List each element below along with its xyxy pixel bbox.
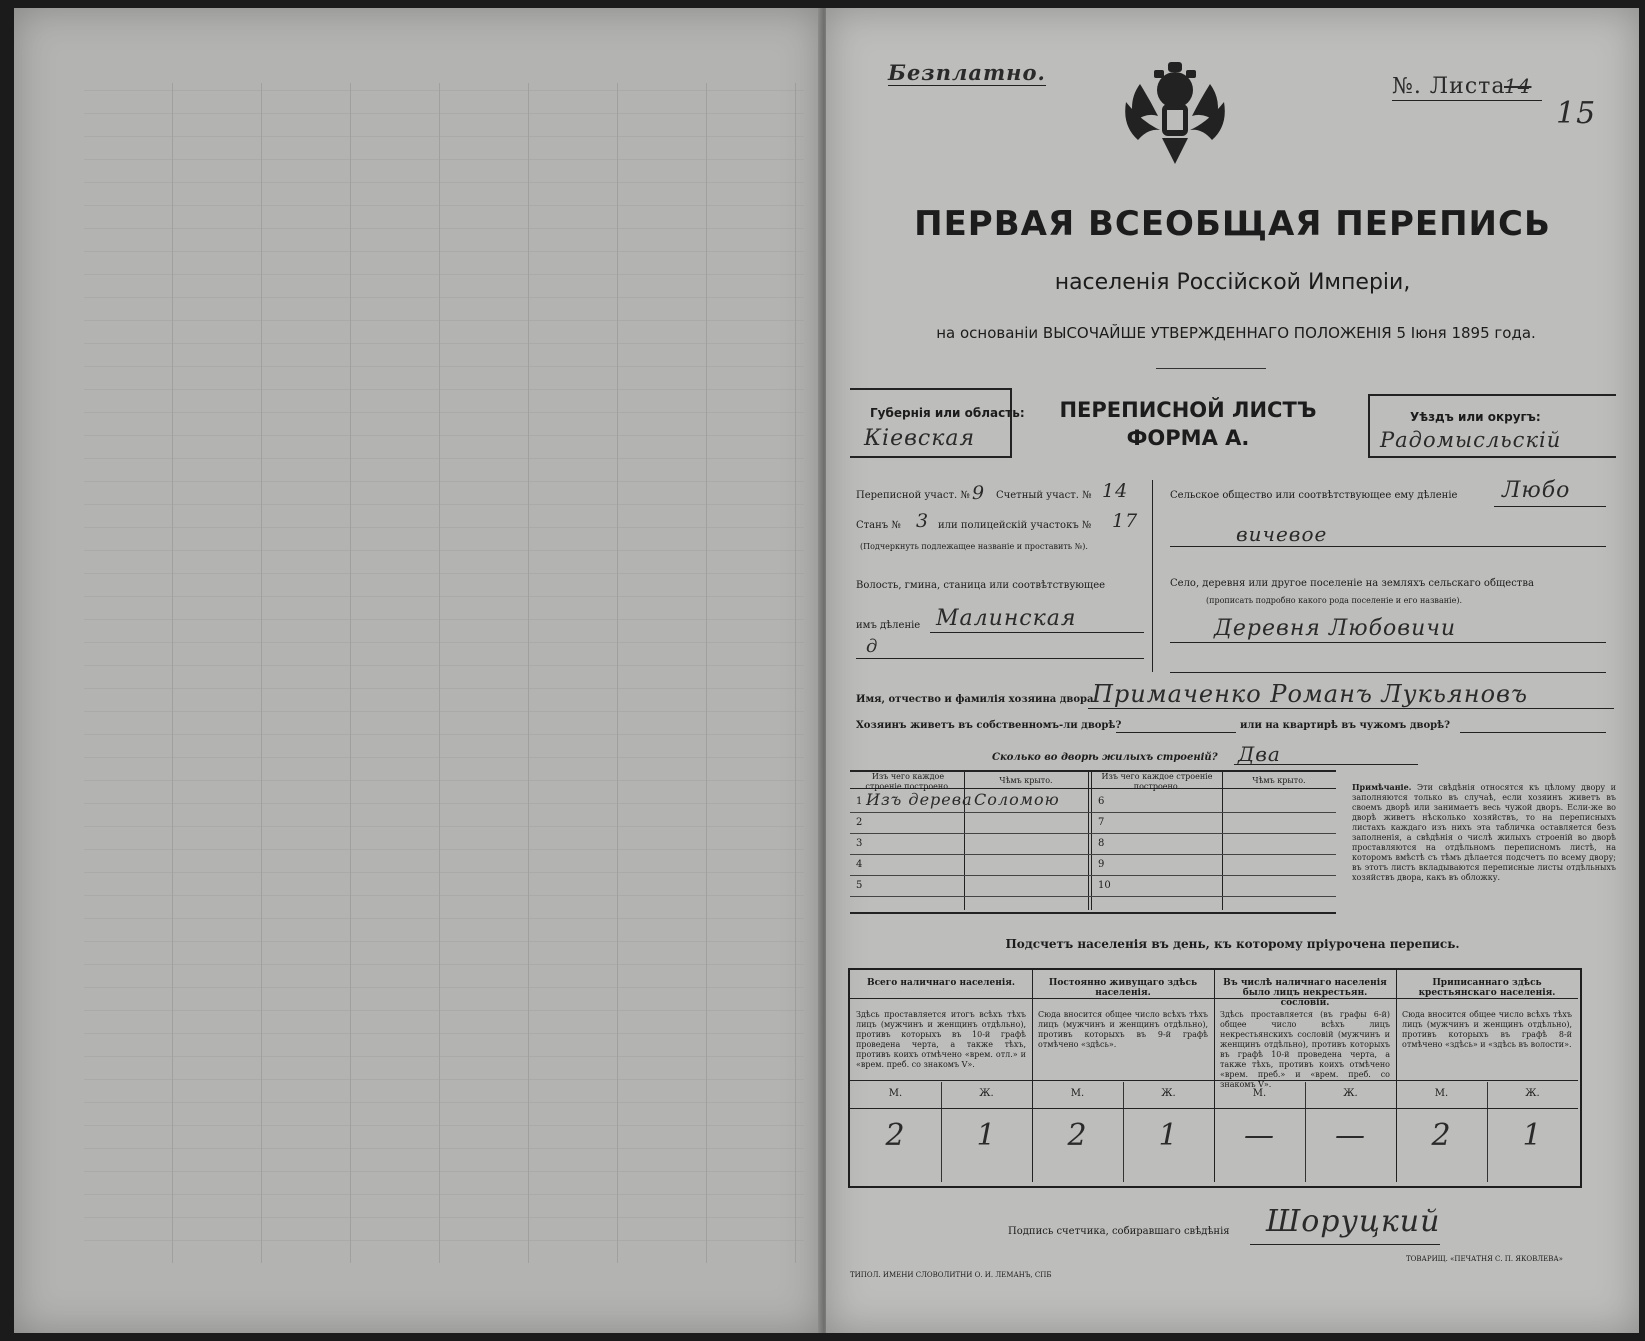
- buildings-col-divider-2: [1222, 770, 1223, 910]
- count-m-value: 2: [885, 1118, 906, 1153]
- buildings-line: [1234, 764, 1418, 765]
- count-f-value: —: [1335, 1118, 1366, 1153]
- settlement-label: Село, деревня или другое поселеніе на земляхъ сельскаго общества: [1170, 578, 1534, 589]
- village-society-value: Любо: [1502, 478, 1571, 503]
- count-m-label: М.: [1434, 1088, 1449, 1099]
- count-f-value: 1: [976, 1118, 997, 1153]
- census-form-page: [826, 8, 1639, 1333]
- double-headed-eagle-emblem: [1120, 60, 1230, 170]
- count-mf-divider: [1305, 1082, 1306, 1182]
- count-col-desc: Здѣсь проставляется (въ графы 6-й) общее число всѣхъ лицъ некрестьянскихъ сословій (мужчинъ и женщинъ отдѣльно), противъ которыхъ въ графѣ 10-й проведена черта, а также тѣхъ, противъ коихъ отмѣчено «врем. преб.» и «врем. преб. со знакомъ V».: [1220, 1010, 1390, 1089]
- count-col-title: Постоянно живущаго здѣсь населенія.: [1048, 978, 1198, 998]
- bleed-through-grid: [84, 83, 804, 1263]
- division-value-2: д: [866, 636, 879, 657]
- count-f-value: 1: [1522, 1118, 1543, 1153]
- printer-left: ТИПОЛ. ИМЕНИ СЛОВОЛИТНИ О. И. ЛЕМАНЪ, СПБ: [850, 1271, 1052, 1279]
- division-label: имъ дѣленіе: [856, 620, 921, 631]
- col-roof: Чѣмъ крыто.: [999, 776, 1053, 785]
- owner-lives-line: [1116, 732, 1236, 733]
- building-row-number: 5: [856, 880, 863, 891]
- col-roof-2: Чѣмъ крыто.: [1252, 776, 1306, 785]
- count-col-desc: Здѣсь проставляется итогъ всѣхъ тѣхъ лицъ (мужчинъ и женщинъ отдѣльно), противъ которыхъ въ 10-й графѣ проведена черта, а также тѣхъ, противъ коихъ отмѣчено «врем. отл.» и «врем. преб. со знакомъ V».: [856, 1010, 1026, 1069]
- census-subtitle: населенія Россійской Имперіи,: [1054, 270, 1411, 295]
- stan-label: Станъ №: [856, 520, 901, 531]
- count-m-value: 2: [1067, 1118, 1088, 1153]
- count-col-divider: [1214, 970, 1215, 1182]
- volost-label: Волость, гмина, станица или соотвѣтствующее: [856, 580, 1106, 591]
- form-title: ПЕРЕПИСНОЙ ЛИСТЪ: [1059, 398, 1317, 422]
- sheet-number-handwritten: 15: [1556, 96, 1597, 131]
- count-mf-divider: [941, 1082, 942, 1182]
- province-label: Губернія или область:: [870, 406, 1025, 420]
- ornament-divider: [1156, 368, 1266, 369]
- owner-name-line: [1088, 708, 1614, 709]
- form-header-row: [850, 388, 1615, 460]
- settlement-value: Деревня Любовичи: [1214, 616, 1457, 641]
- building-row-line: [850, 833, 1336, 834]
- buildings-value: Два: [1238, 742, 1281, 766]
- count-table: [848, 968, 1582, 1188]
- sheet-number-line: [1392, 100, 1542, 101]
- count-f-label: Ж.: [1525, 1088, 1540, 1099]
- count-col-desc: Сюда вносится общее число всѣхъ тѣхъ лицъ (мужчинъ и женщинъ отдѣльно), противъ которыхъ въ 9-й графѣ отмѣчено «здѣсь».: [1038, 1010, 1208, 1049]
- count-col-title: Приписаннаго здѣсь крестьянскаго населенія.: [1418, 978, 1556, 998]
- building-row-number-right: 10: [1098, 880, 1111, 891]
- buildings-note: [1352, 782, 1616, 883]
- census-section-label: Переписной участ. №: [856, 490, 970, 501]
- owner-name-label: Имя, отчество и фамилія хозяина двора: [856, 694, 1094, 705]
- police-label: или полицейскій участокъ №: [938, 520, 1092, 531]
- settlement-line-2: [1170, 672, 1606, 673]
- owner-or-line: [1460, 732, 1606, 733]
- district-value: Радомысльскій: [1380, 428, 1562, 452]
- village-society-line: [1494, 506, 1606, 507]
- printer-right: ТОВАРИЩ. «ПЕЧАТНЯ С. П. ЯКОВЛЕВА»: [1406, 1255, 1563, 1263]
- building-row-roof: Соломою: [974, 790, 1060, 809]
- count-col-divider: [1032, 970, 1033, 1182]
- village-society-value-2: вичевое: [1236, 522, 1328, 546]
- counting-section-value: 14: [1102, 480, 1129, 502]
- count-f-label: Ж.: [1343, 1088, 1358, 1099]
- district-label: Уѣздъ или округъ:: [1410, 410, 1541, 424]
- owner-or-label: или на квартирѣ въ чужомъ дворѣ?: [1240, 720, 1450, 731]
- owner-name-value: Примаченко Романъ Лукьяновъ: [1092, 680, 1529, 708]
- building-row-number: 1: [856, 796, 863, 807]
- col-material: Изъ чего каждое строеніе построено.: [865, 772, 951, 791]
- signature-line: [1250, 1244, 1440, 1245]
- police-value: 17: [1112, 510, 1139, 532]
- count-desc-line: [850, 1080, 1578, 1081]
- building-row-line: [850, 875, 1336, 876]
- buildings-label: Сколько во дворѣ жилыхъ строеній?: [992, 752, 1218, 763]
- village-society-label: Сельское общество или соотвѣтствующее ему дѣленіе: [1170, 490, 1458, 501]
- settlement-line: [1170, 642, 1606, 643]
- building-row-number: 4: [856, 859, 863, 870]
- buildings-note-title: Примѣчаніе.: [1352, 782, 1412, 792]
- form-type: ФОРМА А.: [1126, 426, 1250, 450]
- count-col-divider: [1396, 970, 1397, 1182]
- sheet-number-struck: 14: [1504, 74, 1532, 98]
- count-f-value: 1: [1158, 1118, 1179, 1153]
- count-mf-divider: [1123, 1082, 1124, 1182]
- col-material-2: Изъ чего каждое строеніе построено.: [1101, 772, 1213, 791]
- village-society-line-2: [1170, 546, 1606, 547]
- sheet-number-label: №. Листа: [1392, 74, 1506, 99]
- count-title-line: [850, 998, 1578, 999]
- building-row-number-right: 9: [1098, 859, 1105, 870]
- building-row-line: [850, 812, 1336, 813]
- count-f-label: Ж.: [979, 1088, 994, 1099]
- stan-value: 3: [916, 510, 930, 532]
- division-line: [930, 632, 1144, 633]
- count-mf-divider: [1487, 1082, 1488, 1182]
- building-row-line: [850, 854, 1336, 855]
- count-mf-line: [850, 1108, 1578, 1109]
- count-col-title: Въ числѣ наличнаго населенія было лицъ некрестьян. сословій.: [1223, 978, 1387, 1008]
- building-row-material: Изъ дерева: [866, 790, 973, 809]
- building-row-number-right: 8: [1098, 838, 1105, 849]
- census-section-value: 9: [972, 482, 986, 504]
- building-row-number: 3: [856, 838, 863, 849]
- building-row-number: 2: [856, 817, 863, 828]
- count-m-label: М.: [1252, 1088, 1267, 1099]
- owner-lives-label: Хозяинъ живетъ въ собственномъ-ли дворѣ?: [856, 720, 1122, 731]
- census-title: ПЕРВАЯ ВСЕОБЩАЯ ПЕРЕПИСЬ: [914, 204, 1551, 244]
- province-value: Кіевская: [864, 426, 976, 451]
- settlement-note: (прописать подробно какого рода поселеніе и его названіе).: [1206, 596, 1462, 605]
- census-basis: на основаніи ВЫСОЧАЙШЕ УТВЕРЖДЕННАГО ПОЛОЖЕНІЯ 5 Іюня 1895 года.: [936, 324, 1536, 342]
- counting-section-label: Счетный участ. №: [996, 490, 1092, 501]
- buildings-mid-divider: [1088, 770, 1092, 910]
- underline-note: (Подчеркнуть подлежащее названіе и проставить №).: [860, 542, 1088, 551]
- count-m-value: 2: [1431, 1118, 1452, 1153]
- building-row-line: [850, 896, 1336, 897]
- signature-value: Шоруцкий: [1266, 1204, 1441, 1239]
- left-page: [14, 8, 822, 1333]
- count-heading: Подсчетъ населенія въ день, къ которому пріурочена перепись.: [1005, 937, 1460, 951]
- count-col-desc: Сюда вносится общее число всѣхъ тѣхъ лицъ (мужчинъ и женщинъ отдѣльно), противъ которыхъ въ графѣ 8-й отмѣчено «здѣсь» и «здѣсь въ волости».: [1402, 1010, 1572, 1049]
- count-col-title: Всего наличнаго населенія.: [866, 978, 1016, 988]
- buildings-note-text: Эти свѣдѣнія относятся къ цѣлому двору и заполняются только въ случаѣ, если хозяинъ живетъ въ своемъ дворѣ или занимаетъ весь чужой дворъ. Если-же во дворѣ живетъ нѣсколько хозяйствъ, то на переписныхъ листахъ каждаго изъ нихъ эта табличка оставляется безъ заполненія, а свѣдѣнія о числѣ жилыхъ строеній во дворѣ проставляются на отдѣльномъ переписномъ листѣ, на которомъ вмѣстѣ съ тѣмъ дѣлается подсчетъ по всему двору; въ этотъ листъ вкладываются переписные листы отдѣльныхъ хозяйствъ двора, какъ въ обложку.: [1352, 783, 1617, 882]
- signature-label: Подпись счетчика, собиравшаго свѣдѣнія: [1008, 1226, 1230, 1237]
- count-m-label: М.: [1070, 1088, 1085, 1099]
- count-f-label: Ж.: [1161, 1088, 1176, 1099]
- free-label: Безплатно.: [888, 60, 1046, 85]
- building-row-number-right: 6: [1098, 796, 1105, 807]
- count-m-value: —: [1244, 1118, 1275, 1153]
- division-value: Малинская: [936, 606, 1077, 631]
- division-line-2: [856, 658, 1144, 659]
- fields-divider: [1152, 480, 1153, 672]
- building-row-number-right: 7: [1098, 817, 1105, 828]
- count-m-label: М.: [888, 1088, 903, 1099]
